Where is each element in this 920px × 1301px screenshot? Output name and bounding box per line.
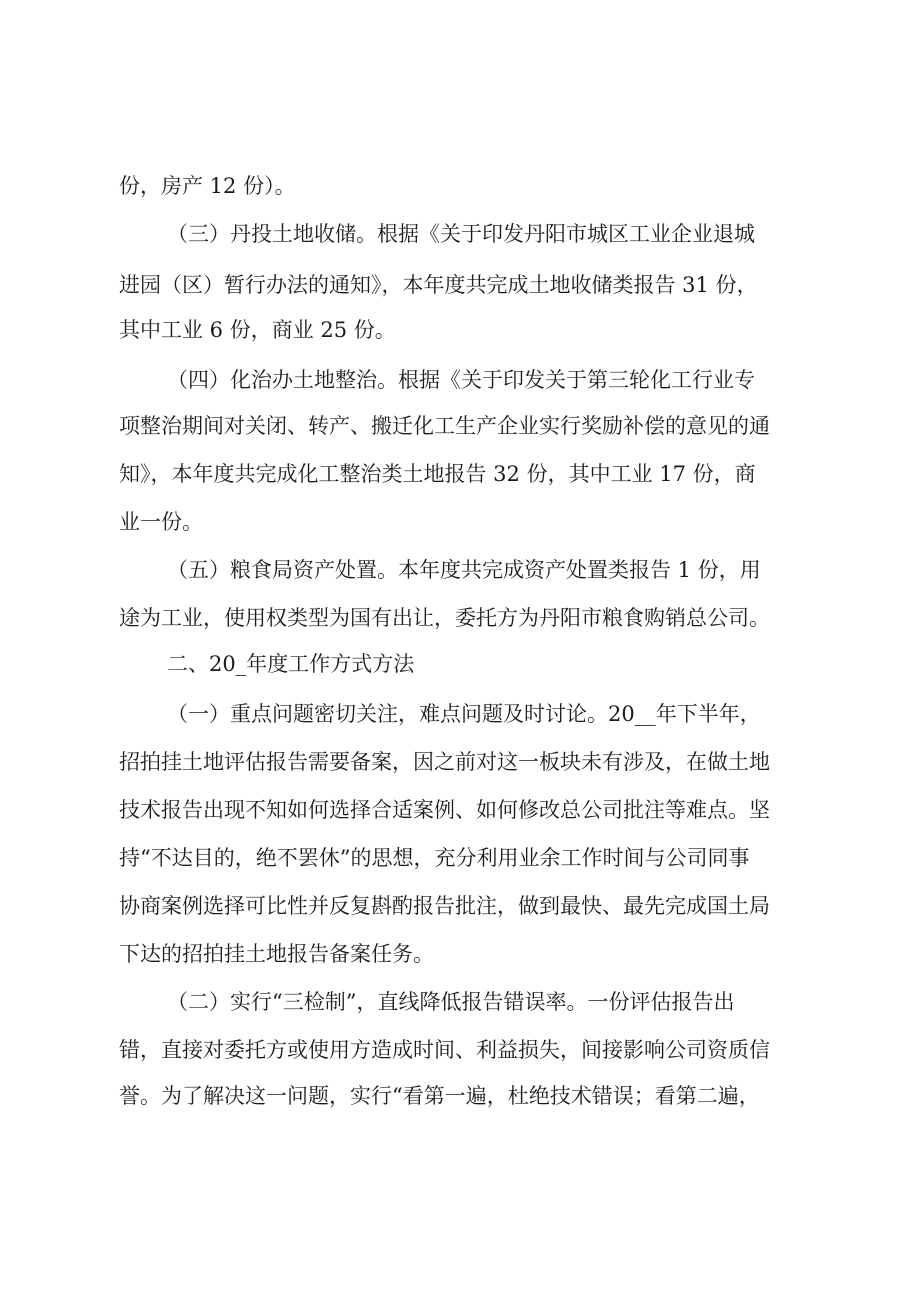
paragraph-text: 协商案例选择可比性并反复斟酌报告批注，做到最快、最先完成国土局 <box>119 894 770 918</box>
text-line <box>0 265 920 305</box>
text-line <box>0 406 920 446</box>
text-line <box>0 360 920 400</box>
paragraph-text: 招拍挂土地评估报告需要备案，因之前对这一板块未有涉及，在做土地 <box>119 750 770 774</box>
section-heading-text: 二、20_年度工作方式方法 <box>167 652 415 676</box>
paragraph-text: （四）化治办土地整治。根据《关于印发关于第三轮化工行业专 <box>167 368 755 392</box>
text-line <box>0 598 920 638</box>
paragraph-text: 誉。为了解决这一问题，实行“看第一遍，杜绝技术错误；看第二遍， <box>119 1084 760 1108</box>
paragraph-text: 项整治期间对关闭、转产、搬迁化工生产企业实行奖励补偿的意见的通 <box>119 414 770 438</box>
paragraph-text: 下达的招拍挂土地报告备案任务。 <box>119 942 434 966</box>
text-line <box>0 790 920 830</box>
paragraph-text: 份，房产 12 份）。 <box>119 174 296 198</box>
paragraph-text: 其中工业 6 份，商业 25 份。 <box>119 318 396 342</box>
text-line <box>0 694 920 734</box>
text-line <box>0 1076 920 1116</box>
text-line <box>0 310 920 350</box>
text-line <box>0 1030 920 1070</box>
text-line <box>0 838 920 878</box>
text-line <box>0 502 920 542</box>
paragraph-text: （五）粮食局资产处置。本年度共完成资产处置类报告 1 份，用 <box>167 558 761 582</box>
paragraph-text: 途为工业，使用权类型为国有出让，委托方为丹阳市粮食购销总公司。 <box>119 606 770 630</box>
paragraph-text: 进园（区）暂行办法的通知》，本年度共完成土地收储类报告 31 份， <box>119 273 758 297</box>
text-line <box>0 214 920 254</box>
paragraph-text: 业一份。 <box>119 510 203 534</box>
paragraph-text: （二）实行“三检制”，直线降低报告错误率。一份评估报告出 <box>167 990 735 1014</box>
paragraph-text: 知》，本年度共完成化工整治类土地报告 32 份，其中工业 17 份，商 <box>119 462 756 486</box>
paragraph-text: （三）丹投土地收储。根据《关于印发丹阳市城区工业企业退城 <box>167 222 755 246</box>
text-line <box>0 982 920 1022</box>
text-line <box>0 454 920 494</box>
paragraph-text: （一）重点问题密切关注，难点问题及时讨论。20__年下半年， <box>167 702 761 726</box>
paragraph-text: 错，直接对委托方或使用方造成时间、利益损失，间接影响公司资质信 <box>119 1038 770 1062</box>
paragraph-text: 持“不达目的，绝不罢休”的思想，充分利用业余工作时间与公司同事 <box>119 846 750 870</box>
text-line <box>0 886 920 926</box>
section-heading <box>0 644 920 684</box>
text-line <box>0 166 920 206</box>
text-line <box>0 742 920 782</box>
text-line <box>0 934 920 974</box>
text-line <box>0 550 920 590</box>
paragraph-text: 技术报告出现不知如何选择合适案例、如何修改总公司批注等难点。坚 <box>119 798 770 822</box>
